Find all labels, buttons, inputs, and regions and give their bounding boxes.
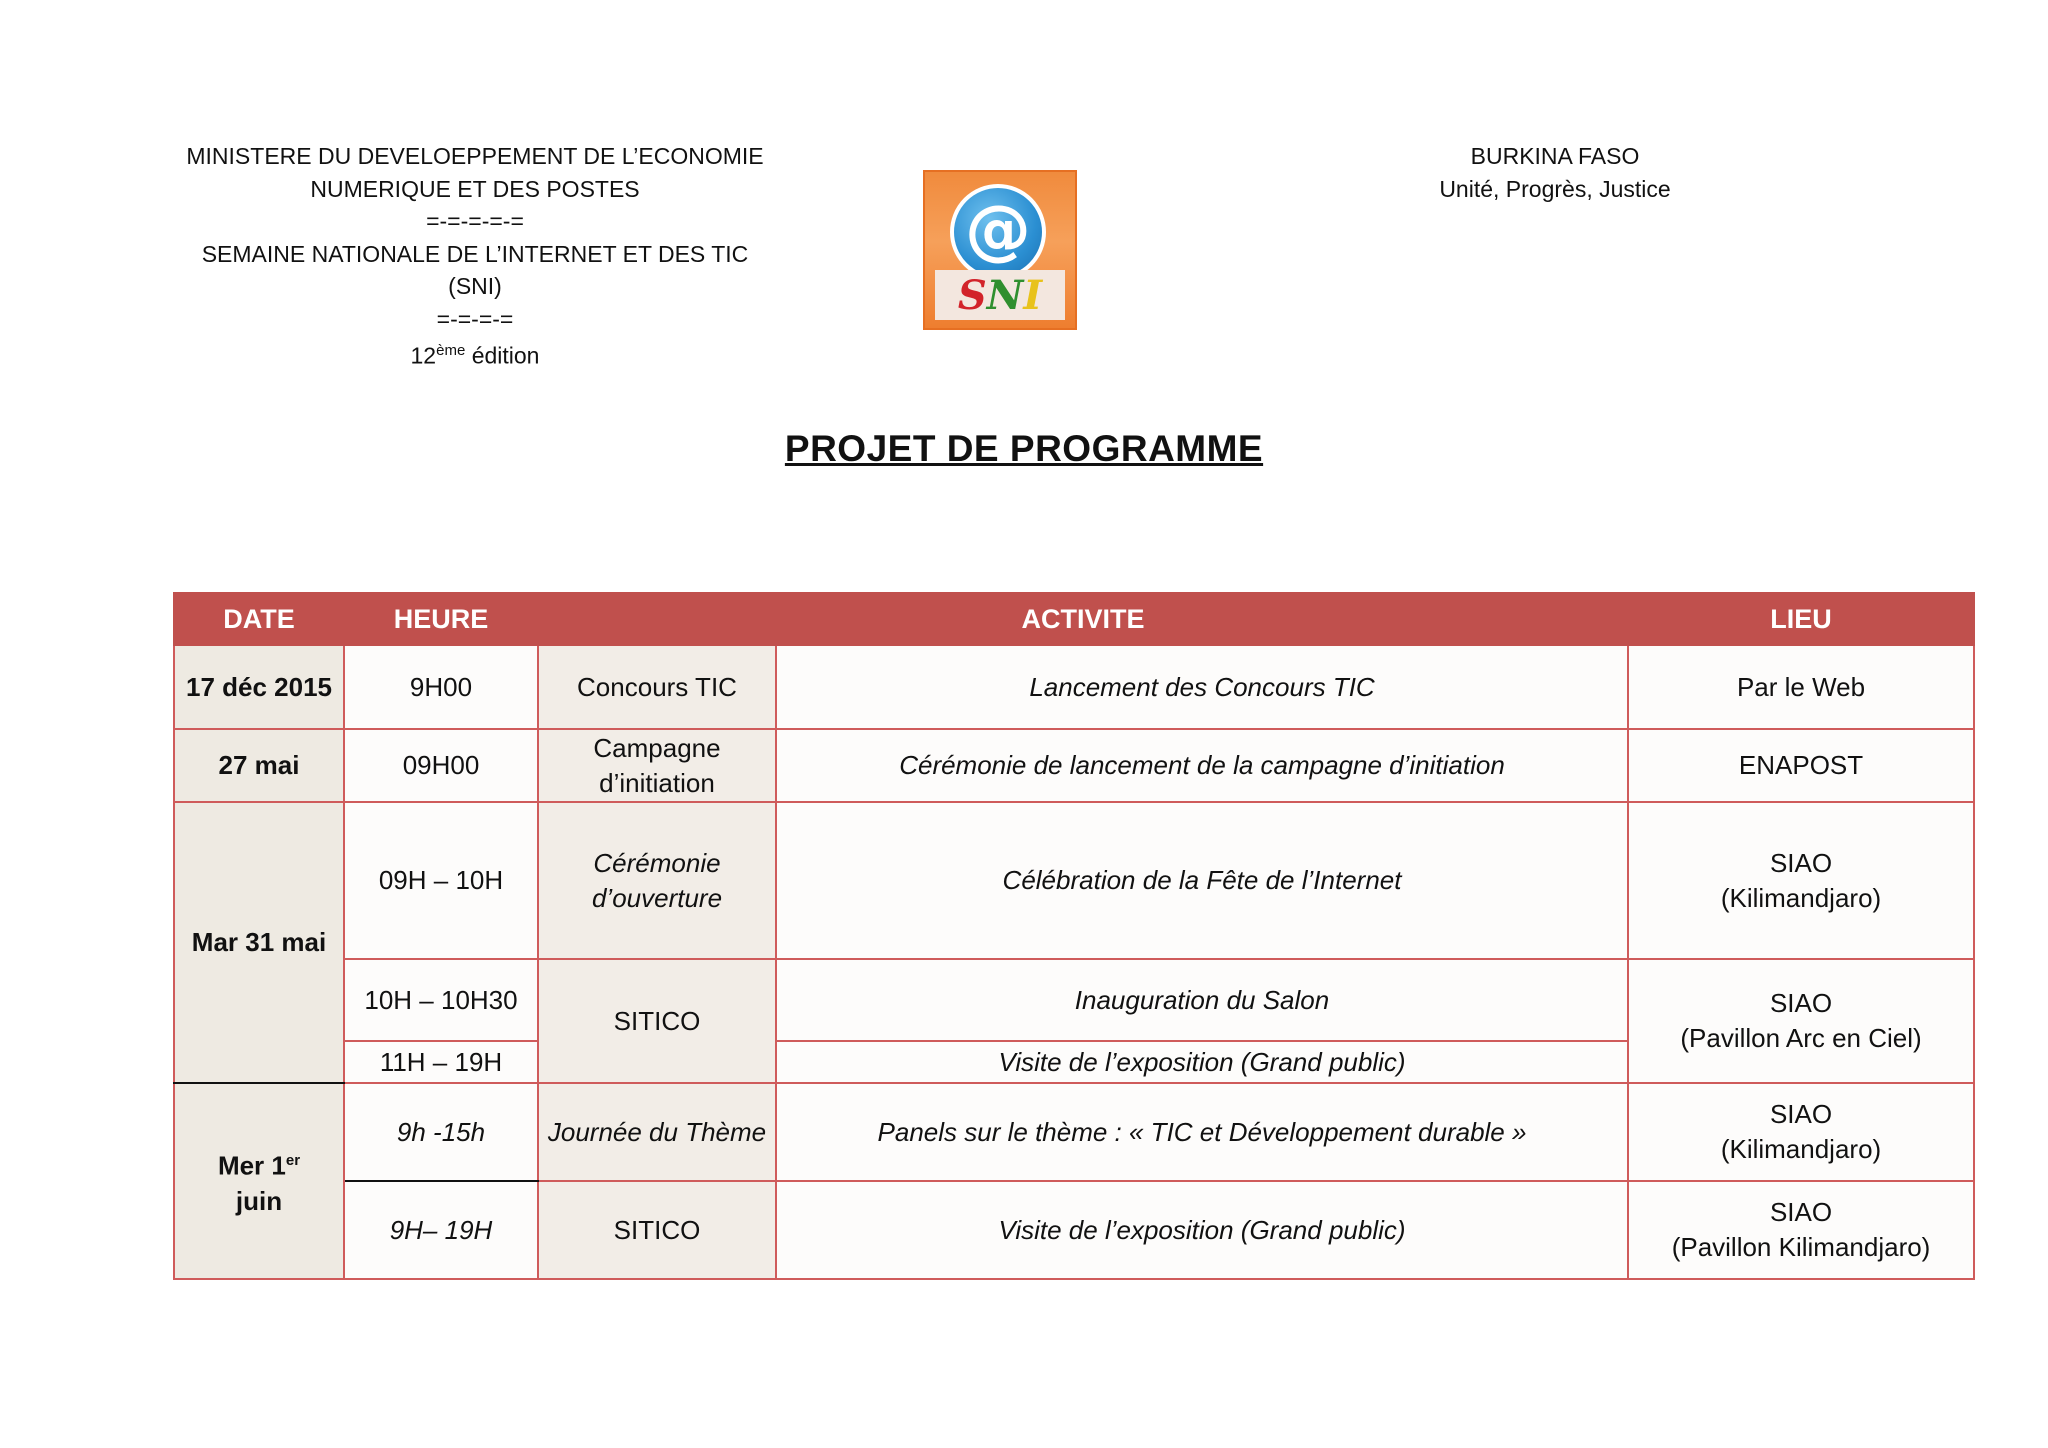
- event-acronym: (SNI): [448, 273, 502, 299]
- country-name: BURKINA FASO: [1470, 143, 1640, 169]
- table-header-row: [174, 593, 1974, 645]
- table-row: [174, 1181, 1974, 1279]
- category-cell: Campagne d’initiation: [538, 729, 776, 802]
- time-cell: 9H– 19H: [344, 1181, 538, 1279]
- location-cell: [1628, 1083, 1974, 1181]
- category-cell: Journée du Thème: [538, 1083, 776, 1181]
- edition-superscript: ème: [436, 342, 466, 359]
- country-header: [1390, 140, 1720, 205]
- table-row: [174, 959, 1974, 1041]
- activity-cell: Célébration de la Fête de l’Internet: [776, 802, 1628, 959]
- edition-label: [180, 335, 770, 372]
- table-row: [174, 802, 1974, 959]
- location-line1: SIAO: [1769, 1197, 1833, 1227]
- time-cell: 09H – 10H: [344, 802, 538, 959]
- time-cell: 10H – 10H30: [344, 959, 538, 1041]
- location-line2: (Pavillon Kilimandjaro): [1671, 1232, 1931, 1262]
- location-line2: (Pavillon Arc en Ciel): [1680, 1023, 1922, 1053]
- category-cell: Concours TIC: [538, 645, 776, 729]
- at-sign-icon: @: [950, 184, 1046, 280]
- date-cell: 27 mai: [174, 729, 344, 802]
- sni-logo: [923, 170, 1077, 330]
- ministry-name-line1: MINISTERE DU DEVELOEPPEMENT DE L’ECONOMIE: [186, 143, 764, 169]
- column-header-heure: HEURE: [344, 593, 538, 645]
- activity-cell: Lancement des Concours TIC: [776, 645, 1628, 729]
- location-cell: [1628, 802, 1974, 959]
- table-row: [174, 729, 1974, 802]
- location-cell: [1628, 1181, 1974, 1279]
- date-line2: juin: [235, 1185, 283, 1216]
- date-cell: [174, 1083, 344, 1279]
- ministry-header: [180, 140, 770, 372]
- location-line2: (Kilimandjaro): [1720, 882, 1882, 913]
- activity-cell: Inauguration du Salon: [776, 959, 1628, 1041]
- time-cell: 9H00: [344, 645, 538, 729]
- header-separator: =-=-=-=: [436, 305, 514, 332]
- column-header-date: DATE: [174, 593, 344, 645]
- country-motto: Unité, Progrès, Justice: [1439, 175, 1671, 202]
- table-row: [174, 645, 1974, 729]
- event-name-line1: SEMAINE NATIONALE DE L’INTERNET ET DES TIC: [201, 240, 749, 267]
- date-cell: Mar 31 mai: [174, 802, 344, 1083]
- location-cell: [1628, 959, 1974, 1083]
- category-cell: SITICO: [538, 959, 776, 1083]
- date-superscript: er: [285, 1152, 301, 1170]
- column-header-lieu: LIEU: [1628, 593, 1974, 645]
- time-cell: 11H – 19H: [344, 1041, 538, 1083]
- time-cell: 9h -15h: [344, 1083, 538, 1181]
- ministry-name-line2: NUMERIQUE ET DES POSTES: [310, 175, 640, 202]
- location-line1: SIAO: [1769, 1099, 1833, 1129]
- table-row: [174, 1083, 1974, 1181]
- category-cell: SITICO: [538, 1181, 776, 1279]
- category-cell: Cérémonie d’ouverture: [538, 802, 776, 959]
- time-cell: 09H00: [344, 729, 538, 802]
- programme-table: [173, 592, 1975, 1280]
- activity-cell: Cérémonie de lancement de la campagne d’initiation: [776, 729, 1628, 802]
- logo-band: [935, 270, 1065, 320]
- column-header-activite: ACTIVITE: [538, 593, 1628, 645]
- edition-number: 12: [410, 342, 437, 369]
- location-cell: ENAPOST: [1628, 729, 1974, 802]
- date-line1: Mer 1er: [217, 1150, 301, 1181]
- header-separator: =-=-=-=-=: [426, 208, 524, 234]
- page-title: PROJET DE PROGRAMME: [784, 428, 1264, 469]
- logo-lettering: SNI: [957, 272, 1043, 319]
- location-line1: SIAO: [1769, 988, 1833, 1018]
- location-cell: Par le Web: [1628, 645, 1974, 729]
- location-line1: SIAO: [1769, 847, 1833, 878]
- activity-cell: Visite de l’exposition (Grand public): [776, 1181, 1628, 1279]
- edition-word: édition: [471, 342, 540, 369]
- activity-cell: Panels sur le thème : « TIC et Développement durable »: [776, 1083, 1628, 1181]
- activity-cell: Visite de l’exposition (Grand public): [776, 1041, 1628, 1083]
- location-line2: (Kilimandjaro): [1720, 1134, 1882, 1164]
- date-cell: 17 déc 2015: [174, 645, 344, 729]
